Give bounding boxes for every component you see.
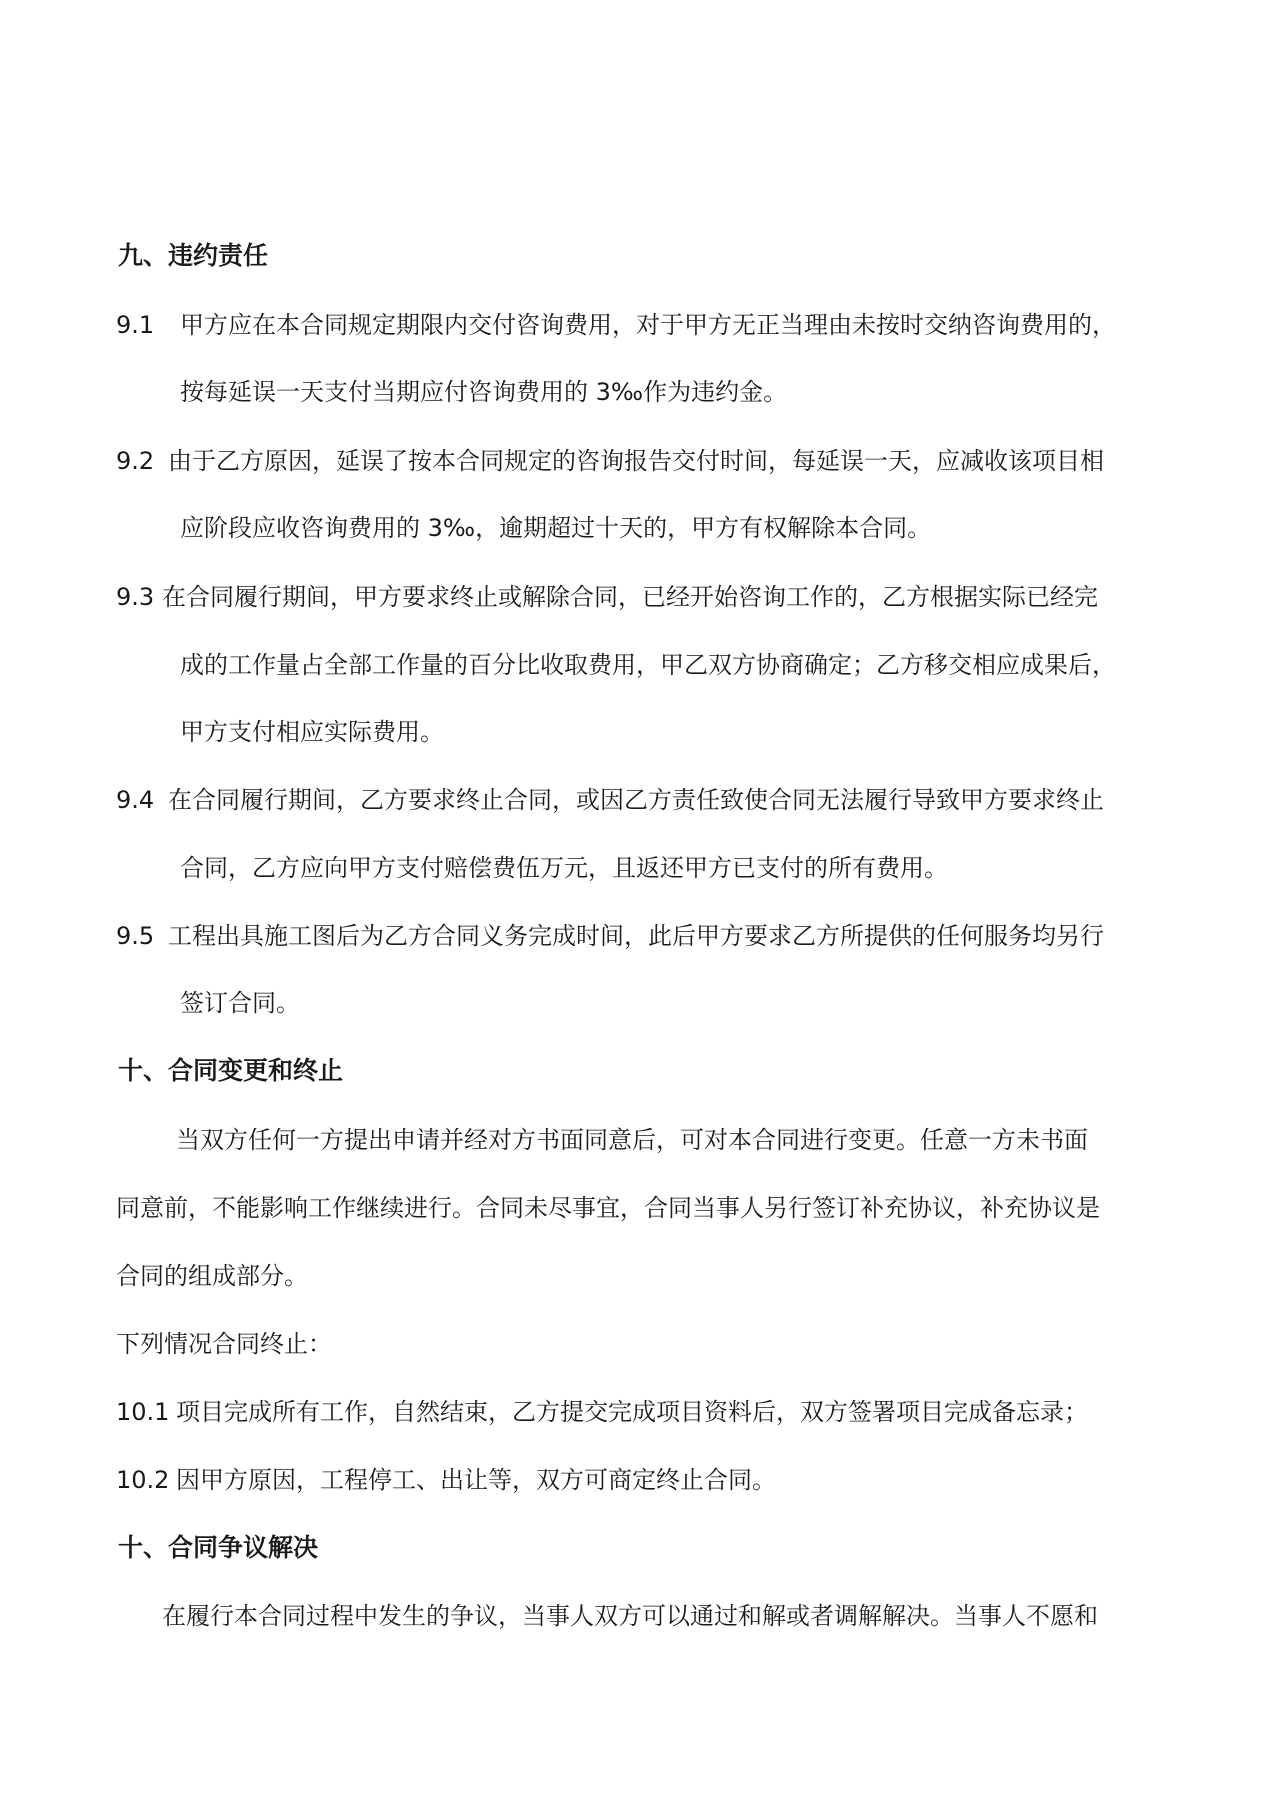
section-10-paragraph-line-2 xyxy=(0,1188,1280,1228)
section-11-heading xyxy=(0,1528,1280,1568)
clause-9-4-continuation xyxy=(0,848,1280,888)
section-9-heading-text: 九、违约责任 xyxy=(118,241,269,270)
clause-text-line-1: 由于乙方原因，延误了按本合同规定的咨询报告交付时间，每延误一天，应减收该项目相 xyxy=(168,447,1104,475)
section-11-paragraph-line-1 xyxy=(0,1596,1280,1636)
clause-number: 9.4 xyxy=(116,786,155,814)
clause-9-3 xyxy=(0,577,1280,617)
clause-text: 项目完成所有工作，自然结束，乙方提交完成项目资料后，双方签署项目完成备忘录； xyxy=(176,1398,1088,1426)
clause-text-line-2: 签订合同。 xyxy=(180,989,300,1017)
clause-9-2-continuation xyxy=(0,508,1280,548)
section-9-heading xyxy=(0,236,1280,276)
clause-number: 9.3 xyxy=(116,583,155,611)
clause-9-4 xyxy=(0,780,1280,820)
clause-9-2 xyxy=(0,441,1280,481)
clause-text-line-2: 成的工作量占全部工作量的百分比收取费用，甲乙双方协商确定；乙方移交相应成果后， xyxy=(180,651,1116,679)
termination-intro-text: 下列情况合同终止： xyxy=(116,1330,332,1358)
clause-text-line-2: 应阶段应收咨询费用的 3‰，逾期超过十天的，甲方有权解除本合同。 xyxy=(180,514,932,542)
section-11-heading-text: 十、合同争议解决 xyxy=(118,1533,319,1562)
clause-10-1 xyxy=(0,1392,1280,1432)
clause-number: 9.2 xyxy=(116,447,155,475)
clause-text-line-1: 在合同履行期间，甲方要求终止或解除合同，已经开始咨询工作的，乙方根据实际已经完 xyxy=(162,583,1098,611)
clause-9-5 xyxy=(0,916,1280,956)
section-10-paragraph-line-1 xyxy=(0,1120,1280,1160)
clause-9-5-continuation xyxy=(0,983,1280,1023)
clause-9-1 xyxy=(0,305,1280,345)
section-10-paragraph-line-3 xyxy=(0,1256,1280,1296)
clause-text-line-2: 按每延误一天支付当期应付咨询费用的 3‰作为违约金。 xyxy=(180,378,788,406)
termination-intro xyxy=(0,1324,1280,1364)
paragraph-text: 在履行本合同过程中发生的争议，当事人双方可以通过和解或者调解解决。当事人不愿和 xyxy=(162,1602,1098,1630)
clause-number: 9.1 xyxy=(116,311,155,339)
clause-number: 10.2 xyxy=(116,1466,170,1494)
paragraph-text: 合同的组成部分。 xyxy=(116,1262,308,1290)
clause-9-3-continuation-1 xyxy=(0,645,1280,685)
section-10-heading-text: 十、合同变更和终止 xyxy=(118,1056,344,1085)
clause-text-line-1: 甲方应在本合同规定期限内交付咨询费用，对于甲方无正当理由未按时交纳咨询费用的， xyxy=(180,311,1116,339)
clause-number: 10.1 xyxy=(116,1398,170,1426)
clause-text: 因甲方原因，工程停工、出让等，双方可商定终止合同。 xyxy=(176,1466,776,1494)
paragraph-text: 当双方任何一方提出申请并经对方书面同意后，可对本合同进行变更。任意一方未书面 xyxy=(176,1126,1088,1154)
clause-text-line-1: 在合同履行期间，乙方要求终止合同，或因乙方责任致使合同无法履行导致甲方要求终止 xyxy=(168,786,1104,814)
clause-text-line-1: 工程出具施工图后为乙方合同义务完成时间，此后甲方要求乙方所提供的任何服务均另行 xyxy=(168,922,1104,950)
clause-9-3-continuation-2 xyxy=(0,712,1280,752)
clause-text-line-3: 甲方支付相应实际费用。 xyxy=(180,718,444,746)
clause-text-line-2: 合同，乙方应向甲方支付赔偿费伍万元，且返还甲方已支付的所有费用。 xyxy=(180,854,948,882)
clause-9-1-continuation xyxy=(0,372,1280,412)
paragraph-text: 同意前，不能影响工作继续进行。合同未尽事宜，合同当事人另行签订补充协议，补充协议是 xyxy=(116,1194,1100,1222)
clause-10-2 xyxy=(0,1460,1280,1500)
section-10-heading xyxy=(0,1051,1280,1091)
clause-number: 9.5 xyxy=(116,922,155,950)
